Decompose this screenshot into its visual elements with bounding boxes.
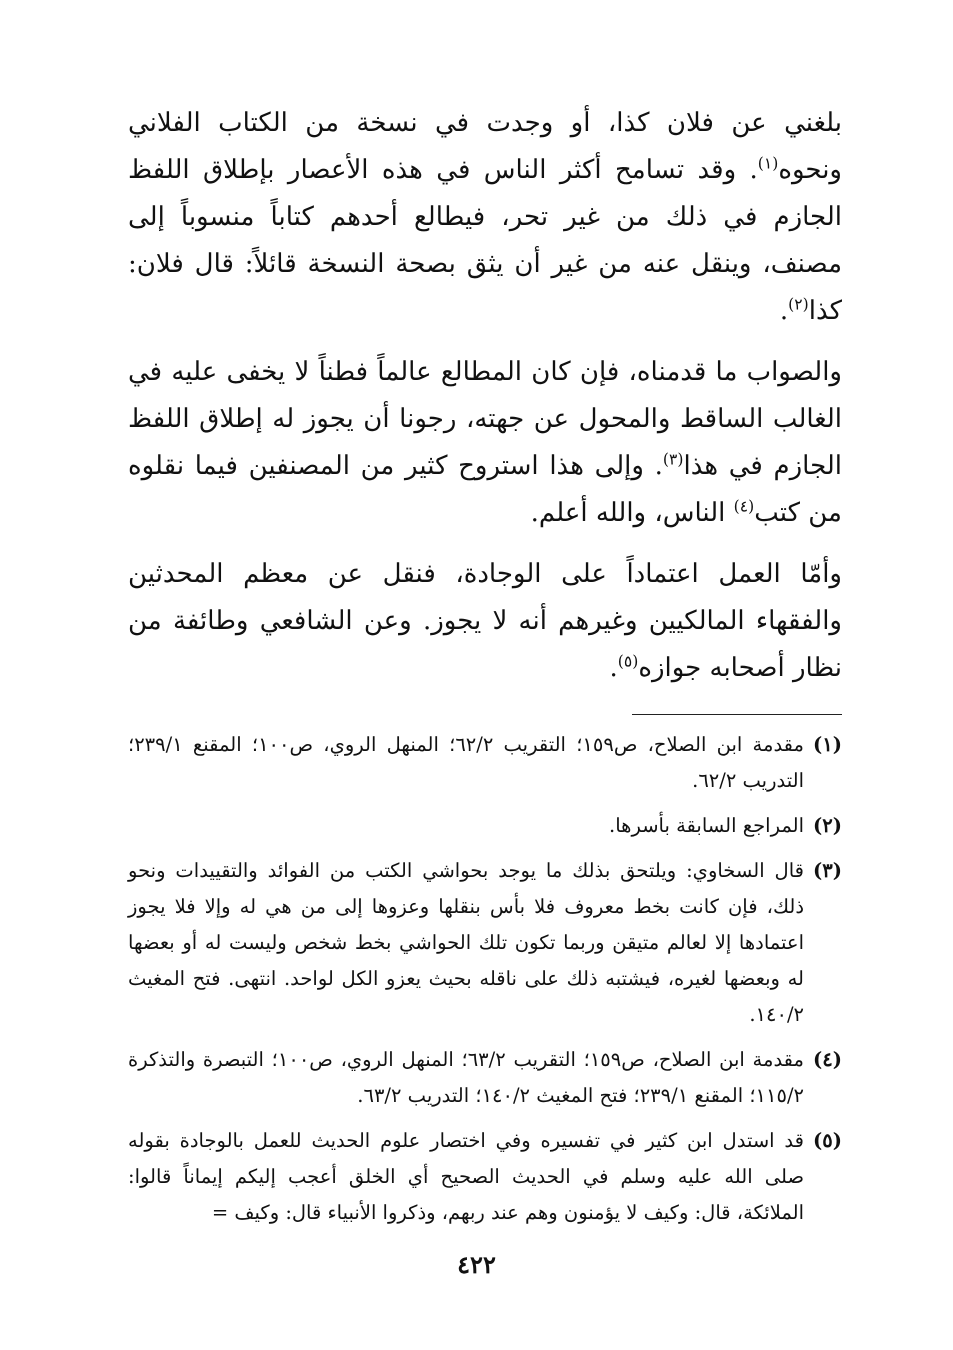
footnote-text: قال السخاوي: ويلتحق بذلك ما يوجد بحواشي الكتب من الفوائد والتقييدات ونحو ذلك، فإن كانت بخط معروف فلا بأس بنقلها وعزوها إلى من هي له وإلا فلا يجوز اعتمادها إلا لعالم متيقن وربما تكون تلك الحواشي بخط شخص وليست له أو بعضها له وبعضها لغيره، فيشتبه ذلك على ناقله بحيث يعزو الكل لواحد. انتهى. فتح المغيث ١٤٠/٢.	[128, 859, 804, 1026]
footnote-text: قد استدل ابن كثير في تفسيره وفي اختصار علوم الحديث للعمل بالوجادة بقوله صلى الله عليه وسلم في الحديث الصحيح أي الخلق أعجب إليكم إيماناً قالوا: الملائكة، قال: وكيف لا يؤمنون وهم عند ربهم، وذكروا الأنبياء قال: وكيف =	[128, 1129, 804, 1224]
footnote-text: المراجع السابقة بأسرها.	[609, 814, 804, 837]
footnote-text: مقدمة ابن الصلاح، ص١٥٩؛ التقريب ٦٢/٢؛ المنهل الروي، ص١٠٠؛ المقنع ٢٣٩/١؛ التدريب ٦٢/٢.	[128, 733, 804, 792]
footnote	[128, 727, 842, 799]
footnote-number: (٣)	[813, 859, 842, 882]
footnote-number: (٤)	[813, 1048, 842, 1071]
footnote	[128, 1123, 842, 1231]
footnote-reference[interactable]: (١)	[757, 154, 779, 173]
footnote-divider	[632, 714, 842, 715]
footnote	[128, 808, 842, 844]
footnote-reference[interactable]: (٥)	[617, 652, 639, 671]
text-run: والصواب ما قدمناه، فإن كان المطالع عالماً فطناً لا يخفى عليه في الغالب الساقط والمحول عن جهته، رجونا أن يجوز له إطلاق اللفظ الجازم في هذا	[128, 357, 842, 481]
book-page	[128, 100, 842, 1240]
footnote-reference[interactable]: (٤)	[733, 497, 755, 516]
text-run: . وإلى هذا استروح كثير من المصنفين فيما نقلوه من كتب	[128, 451, 842, 528]
text-run: .	[779, 296, 789, 326]
footnotes-list	[128, 727, 842, 1231]
footnote-text: مقدمة ابن الصلاح، ص١٥٩؛ التقريب ٦٣/٢؛ المنهل الروي، ص١٠٠؛ التبصرة والتذكرة ١١٥/٢؛ المقنع ٢٣٩/١؛ فتح المغيث ١٤٠/٢؛ التدريب ٦٣/٢.	[128, 1048, 804, 1107]
text-run: . وقد تسامح أكثر الناس في هذه الأعصار بإطلاق اللفظ الجازم في ذلك من غير تحر، فيطالع أحدهم كتاباً منسوباً إلى مصنف، وينقل عنه من غير أن يثق بصحة النسخة قائلاً: قال فلان: كذا	[128, 155, 842, 326]
footnote-reference[interactable]: (٢)	[788, 295, 809, 314]
page-number: ٤٢٢	[457, 1250, 496, 1279]
paragraph	[128, 349, 842, 537]
paragraph	[128, 551, 842, 692]
text-run: .	[609, 653, 618, 683]
text-run: وأمّا العمل اعتماداً على الوجادة، فنقل عن معظم المحدثين والفقهاء المالكيين وغيرهم أنه لا يجوز. وعن الشافعي وطائفة من نظار أصحابه جوازه	[128, 559, 842, 683]
footnote-number: (٢)	[813, 814, 842, 837]
footnote	[128, 853, 842, 1033]
paragraph	[128, 100, 842, 335]
text-run: بلغني عن فلان كذا، أو وجدت في نسخة من الكتاب الفلاني ونحوه	[128, 108, 842, 185]
main-text	[128, 100, 842, 692]
footnote-number: (٥)	[813, 1129, 842, 1152]
text-run: الناس، والله أعلم.	[530, 498, 734, 528]
footnote-reference[interactable]: (٣)	[662, 450, 684, 469]
footnote	[128, 1042, 842, 1114]
footnote-number: (١)	[813, 733, 842, 756]
